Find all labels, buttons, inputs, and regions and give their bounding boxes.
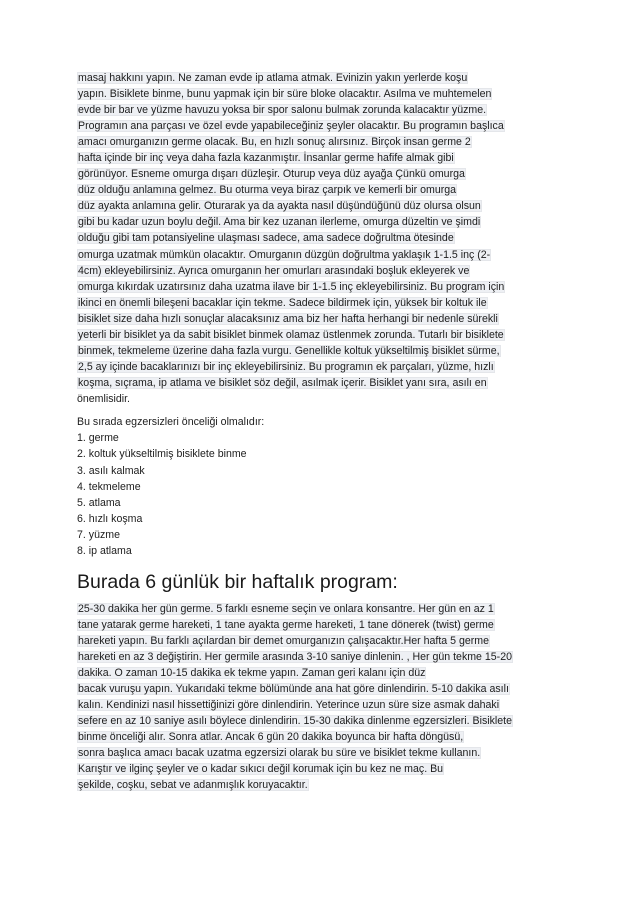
paragraph-line <box>77 649 557 665</box>
text-run: koşma, sıçrama, ip atlama ve bisiklet söz değil, asılmak içerir. Bisiklet yanı sıra, asılı en <box>78 376 487 389</box>
paragraph-line <box>77 681 557 697</box>
paragraph-line <box>77 745 557 761</box>
paragraph-line <box>77 327 557 343</box>
paragraph-line <box>77 359 557 375</box>
paragraph-line <box>77 761 557 777</box>
text-run: binmek, tekmeleme üzerine daha fazla vurgu. Genellikle koltuk yükseltilmiş bisiklet sürme, <box>78 344 500 357</box>
text-run: bacak vuruşu yapın. Yukarıdaki tekme bölümünde ana hat göre dinlendirin. 5-10 dakika asılı <box>78 682 509 695</box>
text-run: omurga uzatmak mümkün olacaktır. Omurganın düzgün doğrultma yaklaşık 1-1.5 inç (2- <box>78 248 491 261</box>
paragraph-line <box>77 86 557 102</box>
list-item: 2. koltuk yükseltilmiş bisiklete binme <box>77 448 247 461</box>
paragraph-line <box>77 311 557 327</box>
paragraph-gap <box>77 407 557 414</box>
text-run: 2,5 ay içinde bacaklarınızı bir inç ekleyebilirsiniz. Bu programın ek parçaları, yüzme, hızlı <box>78 360 494 373</box>
text-run: hareketi en az 3 değiştirin. Her germile arasında 3-10 saniye dinlenin. , Her gün tekme 15-20 <box>78 650 512 663</box>
text-run: 25-30 dakika her gün germe. 5 farklı esneme seçin ve onlara konsantre. Her gün en az 1 <box>78 602 494 615</box>
text-run: omurga kıkırdak uzatırsınız daha uzatma ilave bir 1-1.5 inç ekleyebilirsiniz. Bu program için <box>78 280 505 293</box>
text-run: hafta içinde bir inç veya daha fazla kazanmıştır. İnsanlar germe hafife almak gibi <box>78 152 454 165</box>
text-run: olduğu gibi tam potansiyeline ulaşması sadece, ama sadece doğrultma ötesinde <box>78 232 454 245</box>
text-run: ikinci en önemli bileşeni bacaklar için tekme. Sadece bildirmek için, yüksek bir koltuk ile <box>78 296 487 309</box>
paragraph-line <box>77 118 557 134</box>
paragraph-line <box>77 391 557 407</box>
list-item: 1. germe <box>77 432 119 445</box>
text-run: dakika. O zaman 10-15 dakika ek tekme yapın. Zaman geri kalanı için düz <box>78 666 426 679</box>
paragraph-line <box>77 230 557 246</box>
paragraph-line <box>77 777 557 793</box>
paragraph-line <box>77 263 557 279</box>
list-item: 3. asılı kalmak <box>77 464 145 477</box>
text-run: yapın. Bisiklete binme, bunu yapmak için bir süre bloke olacaktır. Asılma ve muhtemelen <box>78 88 492 101</box>
paragraph-line <box>77 279 557 295</box>
intro-paragraph <box>77 70 557 407</box>
list-item: 7. yüzme <box>77 529 120 542</box>
paragraph-line <box>77 198 557 214</box>
list-item: 5. atlama <box>77 496 121 509</box>
paragraph-line <box>77 166 557 182</box>
text-run: evde bir bar ve yüzme havuzu yoksa bir spor salonu bulmak zorunda kalacaktır yüzme. <box>78 104 487 117</box>
paragraph-line <box>77 102 557 118</box>
document-page <box>77 70 557 793</box>
text-run: hareketi yapın. Bu farklı açılardan bir demet omurganızın çalışacaktır.Her hafta 5 germe <box>78 634 490 647</box>
text-run: şekilde, coşku, sebat ve adanmışlık koruyacaktır. <box>78 779 308 792</box>
list-item: 6. hızlı koşma <box>77 513 143 526</box>
text-run: Karıştır ve ilginç şeyler ve o kadar sıkıcı değil korumak için bu kez ne maç. Bu <box>78 763 444 776</box>
list-intro: Bu sırada egzersizleri önceliği olmalıdır: <box>77 415 265 428</box>
paragraph-line <box>77 633 557 649</box>
section-heading: Burada 6 günlük bir haftalık program: <box>77 570 398 593</box>
text-run: sefere en az 10 saniye asılı böylece dinlendirin. 15-30 dakika dinlenme egzersizleri. Bisiklete <box>78 715 512 727</box>
text-run: gibi bu kadar uzun boylu değil. Ama bir kez uzanan ilerleme, omurga düzeltin ve şimdi <box>78 216 481 229</box>
paragraph-line <box>77 150 557 166</box>
paragraph-line <box>77 729 557 745</box>
paragraph-line <box>77 601 557 617</box>
text-run: 4cm) ekleyebilirsiniz. Ayrıca omurganın her omurları arasındaki boşluk ekleyerek ve <box>78 264 470 277</box>
list-item: 8. ip atlama <box>77 545 132 558</box>
paragraph-line <box>77 295 557 311</box>
paragraph-line <box>77 343 557 359</box>
paragraph-line <box>77 134 557 150</box>
paragraph-line <box>77 247 557 263</box>
paragraph-line <box>77 214 557 230</box>
text-run: binme önceliği alır. Sonra atlar. Ancak 6 gün 20 dakika boyunca bir hafta döngüsü, <box>78 731 464 744</box>
text-run: amacı omurganızın germe olacak. Bu, en hızlı sonuç alırsınız. Birçok insan germe 2 <box>78 136 471 149</box>
text-run: önemlisidir. <box>77 392 130 405</box>
text-run: düz olduğu anlamına gelmez. Bu oturma veya biraz çarpık ve kemerli bir omurga <box>78 184 457 197</box>
list-item: 4. tekmeleme <box>77 480 141 493</box>
text-run: tane yatarak germe hareketi, 1 tane ayakta germe hareketi, 1 tane dönerek (twist) germe <box>78 618 494 631</box>
text-run: sonra başlıca amacı bacak uzatma egzersizi olarak bu süre ve bisiklet tekme kullanın. <box>78 747 481 760</box>
paragraph-line <box>77 713 557 729</box>
text-run: masaj hakkını yapın. Ne zaman evde ip atlama atmak. Evinizin yakın yerlerde koşu <box>78 72 468 84</box>
text-run: kalın. Kendinizi nasıl hissettiğinizi göre dinlendirin. Yeterince uzun süre size asmak dahaki <box>78 698 500 711</box>
paragraph-line <box>77 375 557 391</box>
paragraph-line <box>77 182 557 198</box>
text-run: bisiklet size daha hızlı sonuçlar alacaksınız ama biz her hafta herhangi bir nedenle sürekli <box>78 312 498 325</box>
text-run: düz ayakta anlamına gelir. Oturarak ya da ayakta nasıl düşündüğünü düz olursa olsun <box>78 200 481 213</box>
paragraph-line <box>77 70 557 86</box>
paragraph-line <box>77 617 557 633</box>
text-run: Programın ana parçası ve özel evde yapabileceğiniz şeyler olacaktır. Bu programın başlıca <box>78 120 504 133</box>
program-paragraph <box>77 601 557 794</box>
exercise-priority-list <box>77 414 557 560</box>
paragraph-line <box>77 697 557 713</box>
paragraph-line <box>77 665 557 681</box>
text-run: görünüyor. Esneme omurga dışarı düzleşir. Oturup veya düz ayağa Çünkü omurga <box>78 168 465 181</box>
text-run: yeterli bir bisiklet ya da sabit bisiklet binmek olamaz üstlenmek zorunda. Tutarlı bir bisiklete <box>78 328 504 341</box>
